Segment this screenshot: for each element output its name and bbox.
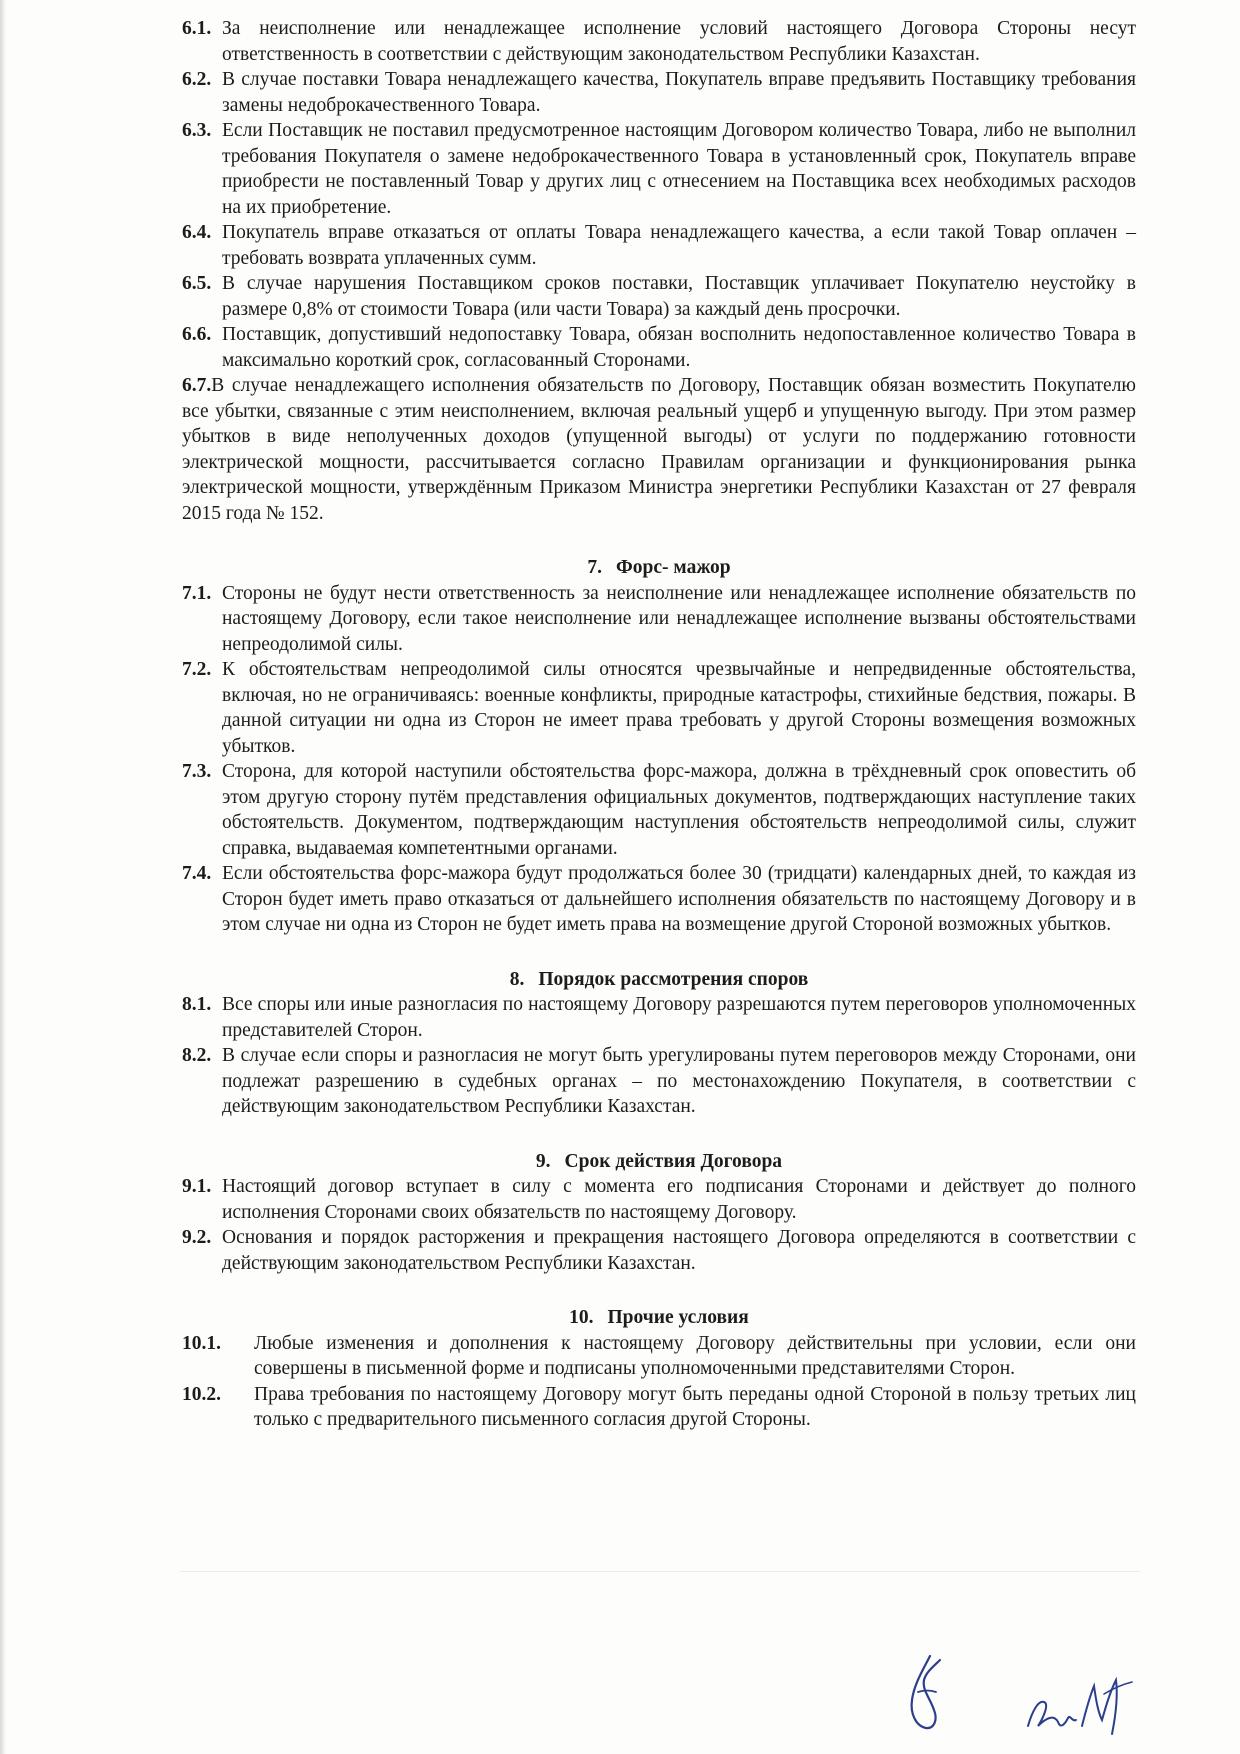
clause-number: 10.2. [182, 1383, 221, 1405]
clause-number: 10.1. [182, 1332, 221, 1354]
clause-number: 7.1. [182, 582, 212, 604]
section-number: 10. [569, 1307, 594, 1328]
clause-number: 6.5. [182, 273, 212, 294]
scan-edge-shadow [0, 0, 6, 1754]
section-8 [182, 967, 1136, 1120]
clause-6-5 [182, 271, 1136, 322]
clause-number: 6.1. [182, 18, 212, 39]
clause-7-3 [182, 759, 1136, 861]
clause-number: 6.2. [182, 69, 212, 90]
clause-text: Покупатель вправе отказаться от оплаты Товара ненадлежащего качества, а если такой Товар оплачен – требовать возврата уплаченных сумм. [222, 222, 1136, 269]
clause-6-4 [182, 220, 1136, 271]
clause-number: 9.2. [182, 1227, 212, 1248]
contract-body [182, 16, 1136, 1433]
clause-text: Если Поставщик не поставил предусмотренное настоящим Договором количество Товара, либо не выполнил требования Покупателя о замене недоброкачественного Товара в установленный срок, Покупатель вправе приобрести не поставленный Товар у других лиц с отнесением на Поставщика всех необходимых расходов на их приобретение. [222, 120, 1136, 218]
clause-7-4 [182, 861, 1136, 938]
clause-text: Настоящий договор вступает в силу с момента его подписания Сторонами и действует до полного исполнения Сторонами своих обязательств по настоящему Договору. [222, 1176, 1136, 1223]
clause-text: Основания и порядок расторжения и прекращения настоящего Договора определяются в соответствии с действующим законодательством Республики Казахстан. [222, 1227, 1136, 1274]
clause-number: 7.3. [182, 761, 212, 782]
section-number: 9. [535, 1150, 551, 1172]
section-title: Прочие условия [607, 1307, 749, 1328]
clause-10-2 [182, 1382, 1136, 1433]
section-title: Порядок рассмотрения споров [538, 968, 809, 990]
clause-6-2 [182, 67, 1136, 118]
clause-number: 6.3. [182, 120, 212, 141]
clause-9-1 [182, 1174, 1136, 1225]
clause-9-2 [182, 1225, 1136, 1276]
clause-6-1 [182, 16, 1136, 67]
section-7 [182, 555, 1136, 938]
clause-number: 6.7. [182, 375, 212, 396]
clause-number: 8.1. [182, 994, 212, 1015]
clause-number: 7.4. [182, 863, 212, 884]
clause-number: 8.2. [182, 1045, 212, 1066]
clause-text: В случае поставки Товара ненадлежащего качества, Покупатель вправе предъявить Поставщику требования замены недоброкачественного Товара. [222, 69, 1136, 116]
clause-6-6 [182, 322, 1136, 373]
clause-text: Все споры или иные разногласия по настоящему Договору разрешаются путем переговоров уполномоченных представителей Сторон. [222, 994, 1136, 1041]
clause-7-2 [182, 657, 1136, 759]
scan-fold-line [180, 1571, 1140, 1572]
section-heading [182, 555, 1136, 581]
clause-text: К обстоятельствам непреодолимой силы относятся чрезвычайные и непредвиденные обстоятельства, включая, но не ограничиваясь: военные конфликты, природные катастрофы, стихийные бедствия, пожары. В данной ситуации ни одна из Сторон не имеет права требовать у другой Стороны возмещения возможных убытков. [222, 659, 1136, 757]
clause-8-1 [182, 992, 1136, 1043]
clause-text: Любые изменения и дополнения к настоящему Договору действительны при условии, если они совершены в письменной форме и подписаны уполномоченными представителями Сторон. [254, 1332, 1136, 1379]
section-10 [182, 1305, 1136, 1433]
clause-8-2 [182, 1043, 1136, 1120]
clause-number: 7.2. [182, 659, 212, 680]
clause-text: В случае нарушения Поставщиком сроков поставки, Поставщик уплачивает Покупателю неустойку в размере 0,8% от стоимости Товара (или части Товара) за каждый день просрочки. [222, 273, 1136, 320]
signature-left [900, 1650, 950, 1734]
clause-text: В случае если споры и разногласия не могут быть урегулированы путем переговоров между Сторонами, они подлежат разрешению в судебных органах – по местонахождению Покупателя, в соответствии с действующим законодательством Республики Казахстан. [222, 1045, 1136, 1117]
clause-text: Права требования по настоящему Договору могут быть переданы одной Стороной в пользу третьих лиц только с предварительного письменного согласия другой Стороны. [254, 1383, 1136, 1430]
clause-number: 6.6. [182, 324, 212, 345]
clause-10-1 [182, 1331, 1136, 1382]
clause-number: 6.4. [182, 222, 212, 243]
section-title: Форс- мажор [616, 557, 731, 578]
signatures-area [880, 1650, 1160, 1740]
section-number: 7. [587, 557, 603, 578]
section-9 [182, 1149, 1136, 1277]
signature-right [1020, 1656, 1140, 1740]
section-number: 8. [509, 968, 525, 990]
clause-text: Если обстоятельства форс-мажора будут продолжаться более 30 (тридцати) календарных дней, то каждая из Сторон будет иметь право отказаться от дальнейшего исполнения обязательств по настоящему Договору и в этом случае ни одна из Сторон не будет иметь права на возмещение другой Стороной возможных убытков. [222, 863, 1136, 935]
clause-text: В случае ненадлежащего исполнения обязательств по Договору, Поставщик обязан возместить Покупателю все убытки, связанные с этим неисполнением, включая реальный ущерб и упущенную выгоду. При этом размер убытков в виде неполученных доходов (упущенной выгоды) от услуги по поддержанию готовности электрической мощности, рассчитывается согласно Правилам организации и функционирования рынка электрической мощности, утверждённым Приказом Министра энергетики Республики Казахстан от 27 февраля 2015 года № 152. [182, 375, 1136, 524]
clause-6-7 [182, 373, 1136, 526]
clause-text: Поставщик, допустивший недопоставку Товара, обязан восполнить недопоставленное количество Товара в максимально короткий срок, согласованный Сторонами. [222, 324, 1136, 371]
clause-number: 9.1. [182, 1176, 212, 1197]
clause-text: Стороны не будут нести ответственность за неисполнение или ненадлежащее исполнение обязательств по настоящему Договору, если такое неисполнение или ненадлежащее исполнение вызваны обстоятельствами непреодолимой силы. [222, 582, 1136, 655]
clause-7-1 [182, 581, 1136, 658]
section-title: Срок действия Договора [564, 1150, 783, 1172]
clause-6-3 [182, 118, 1136, 220]
section-6 [182, 16, 1136, 526]
section-heading [182, 1305, 1136, 1331]
section-heading [182, 1149, 1136, 1175]
section-heading [182, 967, 1136, 993]
clause-text: Сторона, для которой наступили обстоятельства форс-мажора, должна в трёхдневный срок оповестить об этом другую сторону путём представления официальных документов, подтверждающих наступление таких обстоятельств. Документом, подтверждающим наступления обстоятельств непреодолимой силы, служит справка, выдаваемая компетентными органами. [222, 761, 1136, 859]
clause-text: За неисполнение или ненадлежащее исполнение условий настоящего Договора Стороны несут ответственность в соответствии с действующим законодательством Республики Казахстан. [222, 18, 1136, 65]
